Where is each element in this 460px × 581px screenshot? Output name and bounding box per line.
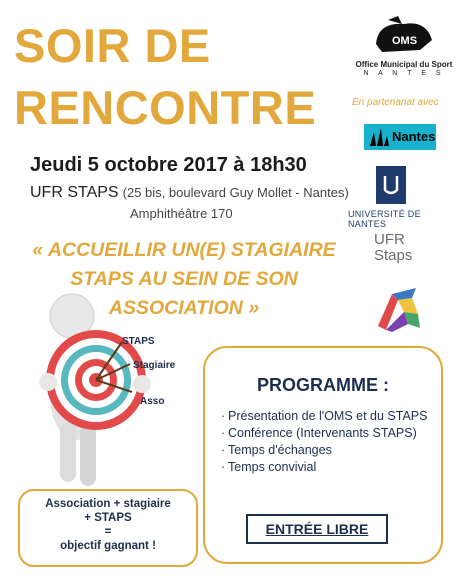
target-label-stagiaire: Stagiaire: [133, 360, 176, 371]
university-logo: [376, 166, 406, 204]
event-date: Jeudi 5 octobre 2017 à 18h30: [30, 154, 307, 176]
programme-item: · Temps d'échanges: [221, 443, 332, 457]
headline-line-2: STAPS AU SEIN DE SON: [70, 268, 298, 290]
target-label-asso: Asso: [140, 396, 165, 407]
objective-text: [18, 497, 198, 553]
headline-line-3: ASSOCIATION »: [108, 297, 260, 319]
event-place: UFR STAPS: [30, 184, 119, 201]
programme-item: · Temps convivial: [221, 460, 317, 474]
sport-figure-logo: [372, 284, 424, 334]
headline-line-1: « ACCUEILLIR UN(E) STAGIAIRE: [32, 239, 336, 261]
oms-name: Office Municipal du Sport: [355, 60, 453, 69]
oms-logo-text: OMS: [392, 35, 418, 47]
title-line-1: SOIR DE: [14, 19, 211, 72]
objective-line-2: + STAPS: [84, 512, 132, 524]
event-location: [30, 184, 349, 202]
programme-item: · Conférence (Intervenants STAPS): [221, 426, 417, 440]
programme-item: · Présentation de l'OMS et du STAPS: [221, 409, 428, 423]
objective-line-1: Association + stagiaire: [45, 498, 171, 510]
ufr-staps-logo: [374, 232, 412, 264]
ufr-logo-line-2: Staps: [374, 247, 413, 264]
free-entry-badge: ENTRÉE LIBRE: [246, 514, 388, 544]
target-label-staps: STAPS: [122, 336, 155, 347]
objective-line-3: =: [104, 526, 112, 538]
event-address: (25 bis, boulevard Guy Mollet - Nantes): [122, 185, 349, 200]
nantes-logo-text: Nantes: [392, 129, 436, 144]
partners-intro: En partenanat avec: [352, 97, 439, 108]
title-line-2: RENCONTRE: [14, 81, 317, 134]
target-illustration: [30, 292, 200, 492]
programme-list: [221, 408, 438, 476]
oms-city: N A N T E S: [363, 70, 445, 77]
nantes-logo: [364, 124, 436, 150]
event-room: Amphithéâtre 170: [130, 206, 233, 221]
objective-line-4: objectif gagnant !: [60, 540, 156, 552]
oms-logo: [368, 14, 440, 58]
programme-title: PROGRAMME :: [257, 375, 389, 395]
ufr-logo-line-1: UFR: [374, 231, 405, 248]
university-label: UNIVERSITÉ DE NANTES: [348, 209, 421, 229]
